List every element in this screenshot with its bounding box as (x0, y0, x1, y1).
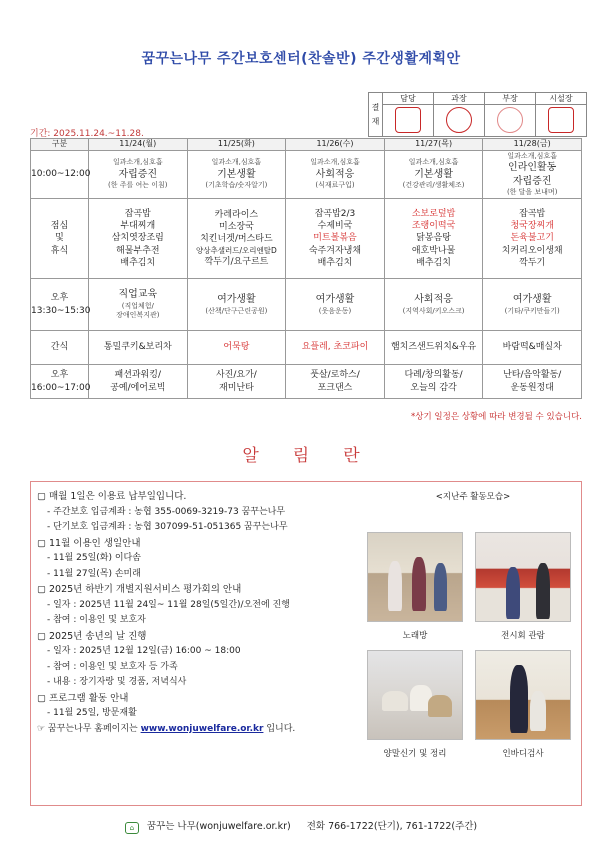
footer-name: 꿈꾸는 나무(wonjuwelfare.or.kr) (146, 821, 291, 832)
lunch-menu: 잡곡밥 부대찌개 삼치엿장조림 해물부추전 배추김치 (89, 199, 188, 279)
afternoon2-row (31, 365, 582, 399)
photo-caption: 양말신기 및 정리 (383, 749, 447, 759)
notice-item: - 내용 : 장기자랑 및 경품, 저녁식사 (47, 677, 187, 687)
notice-item: - 참여 : 이용인 및 보호자 (47, 615, 146, 625)
activity-photo (367, 532, 463, 622)
snack-cell: 어묵탕 (187, 331, 286, 365)
notice-heading: ▢ 2025년 송년의 날 진행 (37, 630, 147, 642)
snack-cell: 바람떡&매실차 (483, 331, 582, 365)
program-cell: 다례/창의활동/ 오늘의 감각 (384, 365, 483, 399)
signature-stamp-icon (395, 107, 421, 133)
approval-label: 결 재 (369, 93, 383, 137)
snack-label: 간식 (31, 331, 89, 365)
afternoon-cell: 직업교육 (직업체험/ 장애인복지관) (89, 279, 188, 331)
time-label: 오후 13:30~15:30 (31, 279, 89, 331)
day-header: 11/27(목) (384, 139, 483, 151)
snack-row (31, 331, 582, 365)
notice-box (30, 481, 582, 806)
notice-heading: ▢ 11월 이용인 생일안내 (37, 537, 141, 549)
schedule-header-row (31, 139, 582, 151)
activity-photo (367, 650, 463, 740)
lunch-label: 점심 및 휴식 (31, 199, 89, 279)
approval-header: 시설장 (536, 93, 587, 105)
photos-title: <지난주 활동모습> (435, 492, 511, 502)
footer-phone: 전화 766-1722(단기), 761-1722(주간) (306, 821, 478, 832)
photo-caption: 전시회 관람 (501, 631, 545, 641)
approval-table (368, 92, 587, 137)
morning-cell: 일과소개,심호흡 사회적응 (식재료구입) (286, 151, 385, 199)
morning-cell: 일과소개,심호흡 기본생활 (건강관리/생활체조) (384, 151, 483, 199)
afternoon-cell: 여가생활 (산책/단구근린공원) (187, 279, 286, 331)
activity-photo (475, 650, 571, 740)
seal-stamp-icon (497, 107, 523, 133)
day-header: 11/28(금) (483, 139, 582, 151)
schedule-period: 기간: 2025.11.24.~11.28. (30, 129, 144, 139)
lunch-menu: 카레라이스 미소장국 치킨너겟/머스타드 양상추샐러드/오리엔탈D 깍두기/요구르트 (187, 199, 286, 279)
notice-item: - 11월 25일, 방문재활 (47, 708, 137, 718)
notice-item: - 참여 : 이용인 및 보호자 등 가족 (47, 661, 178, 672)
notice-item: - 11월 25일(화) 이다솜 (47, 553, 141, 563)
lunch-menu: 소보로덮밥 조랭이떡국 닭봉음탕 애호박나물 배추김치 (384, 199, 483, 279)
notice-heading: ▢ 프로그램 활동 안내 (37, 692, 129, 704)
morning-cell: 일과소개,심호흡 기본생활 (기초학습/숫자알기) (187, 151, 286, 199)
snack-cell: 요플레, 초코파이 (286, 331, 385, 365)
day-header: 11/25(화) (187, 139, 286, 151)
approval-sign (536, 105, 587, 137)
activity-photos (367, 490, 579, 764)
notice-item: - 일자 : 2025년 11월 24일~ 11월 28일(5일간)/오전에 진행 (47, 599, 290, 610)
seal-stamp-icon (446, 107, 472, 133)
homepage-link[interactable]: www.wonjuwelfare.or.kr (140, 723, 264, 734)
afternoon-cell: 여가생활 (기타/쿠키만들기) (483, 279, 582, 331)
snack-cell: 햄치즈샌드위치&우유 (384, 331, 483, 365)
notice-heading: ▢ 2025년 하반기 개별지원서비스 평가회의 안내 (37, 584, 242, 595)
homepage-line: ☞ 꿈꾸는나무 홈페이지는 www.wonjuwelfare.or.kr 입니다. (37, 723, 296, 734)
snack-cell: 통밀쿠키&보리차 (89, 331, 188, 365)
activity-photo (475, 532, 571, 622)
lunch-row (31, 199, 582, 279)
center-logo-icon: ⌂ (125, 822, 139, 834)
program-cell: 사진/요가/ 재미난타 (187, 365, 286, 399)
time-label: 10:00~12:00 (31, 151, 89, 199)
morning-cell: 일과소개,심호흡 인라인활동 자립증진 (한 달을 보내며) (483, 151, 582, 199)
program-cell: 풋살/로하스/ 포크댄스 (286, 365, 385, 399)
schedule-note: *상기 일정은 상황에 따라 변경될 수 있습니다. (411, 412, 582, 422)
approval-header: 과장 (434, 93, 485, 105)
morning-cell: 일과소개,심호흡 자립증진 (한 주를 여는 이침) (89, 151, 188, 199)
program-cell: 난타/음악활동/ 운동원정대 (483, 365, 582, 399)
notice-item: - 주간보호 입금계좌 : 농협 355-0069-3219-73 꿈꾸는나무 (47, 506, 286, 517)
day-header: 11/26(수) (286, 139, 385, 151)
day-header: 11/24(월) (89, 139, 188, 151)
notice-item: - 11월 27일(목) 손미래 (47, 568, 141, 579)
lunch-menu: 잡곡밥 청국장찌개 돈육불고기 치커리오이생채 깍두기 (483, 199, 582, 279)
time-label: 오후 16:00~17:00 (31, 365, 89, 399)
approval-header: 부장 (485, 93, 536, 105)
photo-caption: 인바디검사 (502, 749, 544, 759)
program-cell: 패션과워킹/ 공예/에어로빅 (89, 365, 188, 399)
morning-row (31, 151, 582, 199)
photo-caption: 노래방 (402, 631, 428, 641)
notice-title: 알림란 (242, 446, 394, 466)
approval-sign (485, 105, 536, 137)
footer (0, 818, 602, 834)
notice-item: - 일자 : 2025년 12월 12일(금) 16:00 ~ 18:00 (47, 646, 241, 656)
approval-sign (383, 105, 434, 137)
weekly-schedule-table (30, 138, 582, 399)
lunch-menu: 잡곡밥2/3 수제비국 미트볼볶음 숙주겨자냉채 배추김치 (286, 199, 385, 279)
notice-item: - 단기보호 입금계좌 : 농협 307099-51-051365 꿈꾸는나무 (47, 522, 288, 532)
afternoon-cell: 사회적응 (지역사회/키오스크) (384, 279, 483, 331)
approval-header: 담당 (383, 93, 434, 105)
seal-stamp-icon (548, 107, 574, 133)
afternoon-cell: 여가생활 (웃음운동) (286, 279, 385, 331)
notice-list (37, 492, 367, 740)
header-label: 구분 (31, 139, 89, 151)
approval-sign (434, 105, 485, 137)
afternoon1-row (31, 279, 582, 331)
notice-heading: ▢ 매월 1일은 이용료 납부일입니다. (37, 491, 187, 502)
page-title: 꿈꾸는나무 주간보호센터(찬솔반) 주간생활계획안 (141, 51, 461, 67)
